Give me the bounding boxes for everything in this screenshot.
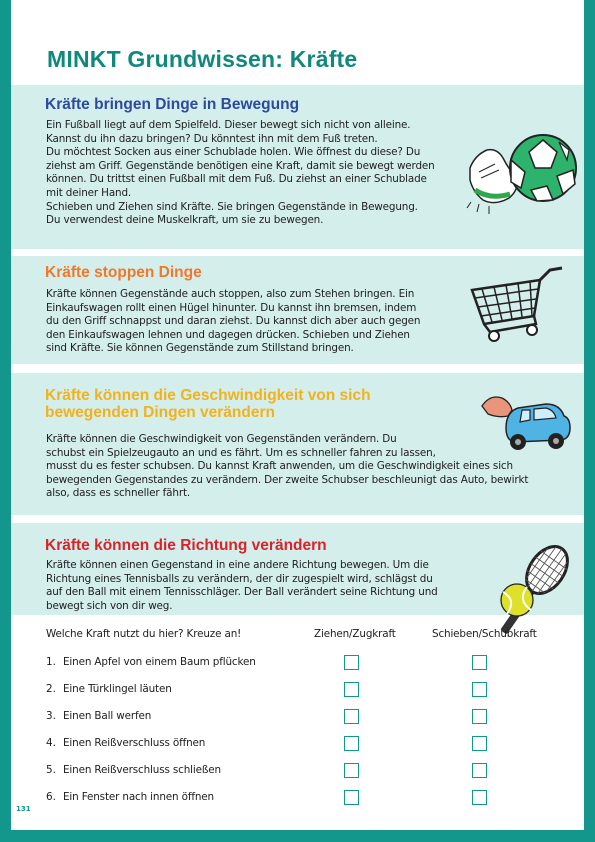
text-line: bewegt sich von dir weg.	[46, 599, 173, 612]
page-frame-bottom	[0, 830, 595, 842]
section-title-stop: Kräfte stoppen Dinge	[45, 264, 202, 281]
tennis-racket-icon	[495, 540, 575, 660]
text-line: auf den Ball mit einem Tennisschläger. Der Ball verändert seine Richtung und	[46, 586, 438, 599]
row-number: 2.	[46, 683, 56, 695]
section-text-stop	[46, 288, 420, 356]
text-line: den Einkaufswagen lehnen und dagegen drücken. Schieben und Ziehen	[46, 328, 410, 341]
text-line: Ein Fußball liegt auf dem Spielfeld. Dieser bewegt sich nicht von alleine.	[46, 119, 411, 131]
section-title-line: bewegenden Dingen verändern	[45, 404, 275, 421]
row-number: 6.	[46, 791, 56, 803]
checkbox-push-1[interactable]	[472, 655, 487, 670]
text-line: Du möchtest Socken aus einer Schublade holen. Wie öffnest du diese? Du	[46, 146, 421, 159]
checkbox-pull-1[interactable]	[344, 655, 359, 670]
row-number: 5.	[46, 764, 56, 776]
section-text-motion	[46, 119, 435, 228]
text-line: Kräfte können einen Gegenstand in eine andere Richtung bewegen. Um die	[46, 559, 429, 571]
checkbox-pull-3[interactable]	[344, 709, 359, 724]
page-frame-left	[0, 0, 11, 842]
text-line: können. Du trittst einen Fußball mit dem Fuß. Du ziehst an einer Schublade	[46, 173, 427, 186]
section-text-speed	[46, 433, 528, 501]
row-text: Einen Ball werfen	[63, 710, 152, 722]
text-line: Schieben und Ziehen sind Kräfte. Sie bringen Gegenstände in Bewegung.	[46, 200, 418, 213]
checkbox-pull-2[interactable]	[344, 682, 359, 697]
section-title-line: Kräfte können die Geschwindigkeit von sich	[45, 387, 371, 404]
shopping-cart-icon	[462, 262, 572, 347]
quiz-question: Welche Kraft nutzt du hier? Kreuze an!	[46, 628, 242, 640]
row-text: Einen Reißverschluss schließen	[63, 764, 221, 776]
text-line: du den Griff schnappst und daran ziehst. Du kannst dich aber auch gegen	[46, 315, 421, 328]
row-text: Ein Fenster nach innen öffnen	[63, 791, 214, 803]
row-text: Einen Reißverschluss öffnen	[63, 737, 206, 749]
checkbox-pull-4[interactable]	[344, 736, 359, 751]
checkbox-push-5[interactable]	[472, 763, 487, 778]
row-text: Einen Apfel von einem Baum pflücken	[63, 656, 256, 668]
text-line: also, dass es schneller fährt.	[46, 487, 191, 500]
text-line: Du verwendest deine Muskelkraft, um sie zu bewegen.	[46, 214, 324, 227]
section-title-speed	[45, 387, 371, 421]
column-header-push: Schieben/Schubkraft	[432, 628, 537, 640]
row-number: 1.	[46, 656, 56, 668]
section-text-direction	[46, 559, 438, 613]
column-header-pull: Ziehen/Zugkraft	[314, 628, 396, 640]
text-line: mit deiner Hand.	[46, 186, 132, 199]
football-icon	[510, 135, 576, 201]
checkbox-pull-6[interactable]	[344, 790, 359, 805]
text-line: Kräfte können Gegenstände auch stoppen, also zum Stehen bringen. Ein	[46, 288, 415, 300]
toy-car-icon	[480, 388, 575, 452]
page-number: 131	[16, 805, 31, 813]
text-line: musst du es fester schubsen. Du kannst Kraft anwenden, um die Geschwindigkeit eines sich	[46, 460, 513, 473]
football-kick-illustration	[465, 120, 580, 220]
row-text: Eine Türklingel läuten	[63, 683, 172, 695]
checkbox-push-2[interactable]	[472, 682, 487, 697]
text-line: Kräfte können die Geschwindigkeit von Gegenständen verändern. Du	[46, 433, 397, 445]
checkbox-push-4[interactable]	[472, 736, 487, 751]
text-line: schubst ein Spielzeugauto an und es fährt. Um es schneller fahren zu lassen,	[46, 446, 436, 459]
checkbox-pull-5[interactable]	[344, 763, 359, 778]
page-title: MINKT Grundwissen: Kräfte	[47, 46, 358, 72]
row-number: 3.	[46, 710, 56, 722]
text-line: Kannst du ihn dazu bringen? Du könntest ihn mit dem Fuß treten.	[46, 132, 378, 145]
row-number: 4.	[46, 737, 56, 749]
shoe-icon	[467, 150, 517, 214]
checkbox-push-6[interactable]	[472, 790, 487, 805]
section-title-direction: Kräfte können die Richtung verändern	[45, 537, 327, 554]
section-title-motion: Kräfte bringen Dinge in Bewegung	[45, 96, 300, 113]
text-line: bewegenden Gegenstandes zu verändern. Der zweite Schubser beschleunigt das Auto, bewirkt	[46, 473, 529, 486]
text-line: sind Kräfte. Sie können Gegenstände zum Stillstand bringen.	[46, 342, 354, 355]
text-line: Richtung eines Tennisballs zu verändern, der dir zugespielt wird, schlägst du	[46, 572, 433, 585]
text-line: Einkaufswagen rollt einen Hügel hinunter. Du kannst ihn bremsen, indem	[46, 301, 417, 314]
checkbox-push-3[interactable]	[472, 709, 487, 724]
page-frame-right	[584, 0, 595, 842]
text-line: ziehst am Griff. Gegenstände benötigen eine Kraft, damit sie bewegt werden	[46, 159, 435, 172]
